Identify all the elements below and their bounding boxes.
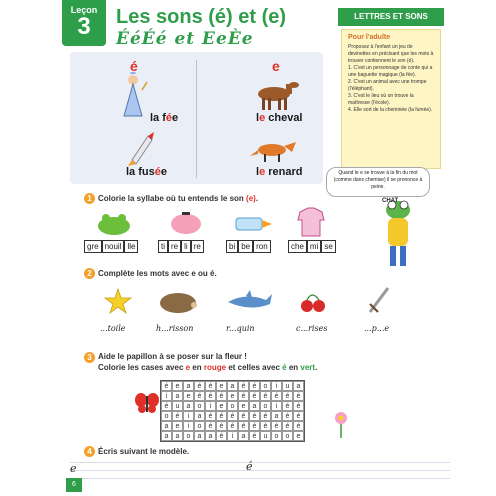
adult-note-text: Proposez à l'enfant un jeu de devinettes en précisant que les mots à trouver contiennent le son (é). 1. C'est un personnage de conte qui a une baguette magique (la fée). 2. C'est un animal avec une trompe (l'éléphant). 3. C'est le lieu où on trouve la maîtresse (l'école). 4. Elle sort de la cheminée (la fumée). xyxy=(348,44,434,113)
grid-cell[interactable]: i xyxy=(271,381,282,391)
grid-cell[interactable]: é xyxy=(205,391,216,401)
word-blank-etoile[interactable]: ...toile xyxy=(100,324,126,333)
lesson-badge xyxy=(62,0,106,46)
speech-bubble: Quand le e se trouve à la fin du mot (comme dans chemise) il se prononce à peine. xyxy=(326,167,430,197)
syllable-group-chemise xyxy=(288,240,336,253)
grid-cell[interactable]: e xyxy=(216,401,227,411)
letter-e-acute: é xyxy=(130,58,138,74)
grid-cell[interactable]: é xyxy=(194,391,205,401)
grid-cell[interactable]: o xyxy=(194,421,205,431)
letter-e: e xyxy=(272,58,280,74)
sword-icon xyxy=(366,284,392,316)
grid-cell[interactable]: é xyxy=(293,421,304,431)
butterfly-icon xyxy=(134,392,160,414)
lesson-number: 3 xyxy=(77,13,91,40)
grid-cell[interactable]: é xyxy=(205,411,216,421)
grid-cell[interactable]: é xyxy=(205,421,216,431)
grid-cell[interactable]: é xyxy=(271,391,282,401)
syllable-cell[interactable]: li xyxy=(181,240,191,253)
word-le-renard: le renard xyxy=(256,166,303,178)
grid-cell[interactable]: a xyxy=(161,431,172,441)
exercise-1-number: 1 xyxy=(84,193,95,204)
lesson-word: Leçon xyxy=(70,5,98,15)
grid-cell[interactable]: é xyxy=(249,411,260,421)
sidebar-header: LETTRES ET SONS xyxy=(338,8,444,26)
grid-cell[interactable]: a xyxy=(249,401,260,411)
exercise-3-instruction-2: Colorie les cases avec e en rouge et celles avec é en vert. xyxy=(98,363,318,372)
syllable-cell[interactable]: re xyxy=(191,240,204,253)
grid-cell[interactable]: o xyxy=(227,401,238,411)
hedgehog-icon xyxy=(156,288,200,314)
syllable-cell[interactable]: re xyxy=(168,240,181,253)
grid-cell[interactable]: é xyxy=(282,421,293,431)
grid-cell[interactable]: o xyxy=(260,381,271,391)
grid-cell[interactable]: e xyxy=(227,391,238,401)
grid-cell[interactable]: e xyxy=(172,421,183,431)
writing-line xyxy=(70,462,450,463)
grid-cell[interactable]: é xyxy=(282,411,293,421)
star-icon xyxy=(104,288,132,314)
syllable-cell[interactable]: lle xyxy=(124,240,138,253)
grid-cell[interactable]: i xyxy=(183,421,194,431)
shirt-icon xyxy=(294,206,328,238)
frog-picture-icon xyxy=(94,210,134,236)
grid-cell[interactable]: é xyxy=(238,381,249,391)
word-blank-herisson[interactable]: h...risson xyxy=(156,324,194,333)
grid-cell[interactable]: é xyxy=(293,391,304,401)
syllable-cell[interactable]: se xyxy=(321,240,335,253)
grid-cell[interactable]: a xyxy=(183,401,194,411)
grid-cell[interactable]: é xyxy=(249,381,260,391)
grid-cell[interactable]: i xyxy=(227,431,238,441)
cherries-icon xyxy=(298,288,328,314)
grid-cell[interactable]: o xyxy=(271,431,282,441)
shark-icon xyxy=(226,290,272,312)
grid-cell[interactable]: é xyxy=(293,401,304,411)
frog-character-icon xyxy=(378,198,418,272)
syllable-group-grenouille xyxy=(84,240,138,253)
syllable-cell[interactable]: gre xyxy=(84,240,102,253)
grid-cell[interactable]: é xyxy=(161,381,172,391)
grid-cell[interactable]: a xyxy=(194,431,205,441)
grid-cell[interactable]: a xyxy=(227,381,238,391)
grid-cell[interactable]: é xyxy=(227,411,238,421)
grid-cell[interactable]: u xyxy=(260,431,271,441)
grid-cell[interactable]: a xyxy=(205,431,216,441)
grid-cell[interactable]: é xyxy=(216,411,227,421)
exercise-3-instruction-1: Aide le papillon à se poser sur la fleur ! xyxy=(98,352,247,361)
rocket-icon xyxy=(126,130,154,166)
page-title-cursive: ÉéÉé et EeÈe xyxy=(116,29,254,49)
syllable-cell[interactable]: ron xyxy=(253,240,271,253)
grid-cell[interactable]: é xyxy=(238,391,249,401)
grid-cell[interactable]: a xyxy=(161,421,172,431)
exercise-3-number: 3 xyxy=(84,352,95,363)
grid-cell[interactable]: o xyxy=(161,411,172,421)
grid-cell[interactable]: é xyxy=(216,431,227,441)
panel-divider xyxy=(196,60,197,178)
exercise-2-number: 2 xyxy=(84,268,95,279)
word-blank-epee[interactable]: ...p...e xyxy=(364,324,390,333)
grid-cell[interactable]: e xyxy=(183,391,194,401)
exercise-4-number: 4 xyxy=(84,446,95,457)
grid-cell[interactable]: é xyxy=(205,381,216,391)
model-letter-e: e xyxy=(70,462,77,475)
flower-icon xyxy=(330,410,352,438)
syllable-cell[interactable]: be xyxy=(238,240,253,253)
exercise-4-instruction: Écris suivant le modèle. xyxy=(98,447,190,456)
grid-cell[interactable]: u xyxy=(282,381,293,391)
grid-cell[interactable]: é xyxy=(249,431,260,441)
grid-cell[interactable]: e xyxy=(216,381,227,391)
exercise-2-instruction: Complète les mots avec e ou é. xyxy=(98,269,217,278)
grid-cell[interactable]: a xyxy=(271,411,282,421)
grid-cell[interactable]: e xyxy=(238,401,249,411)
syllable-cell[interactable]: che xyxy=(288,240,307,253)
grid-cell[interactable]: e xyxy=(293,431,304,441)
horse-icon xyxy=(252,80,302,112)
grid-cell[interactable]: a xyxy=(172,431,183,441)
model-letter-e-acute: é xyxy=(246,460,253,473)
grid-cell[interactable]: i xyxy=(161,391,172,401)
grid-cell[interactable]: i xyxy=(205,401,216,411)
syllable-cell[interactable]: nouil xyxy=(102,240,125,253)
word-la-fee: la fée xyxy=(150,112,179,124)
syllable-cell[interactable]: mi xyxy=(307,240,321,253)
grid-cell[interactable]: é xyxy=(282,401,293,411)
grid-cell[interactable]: a xyxy=(172,391,183,401)
exercise-1-instruction: Colorie la syllabe où tu entends le son (e). xyxy=(98,194,259,203)
baby-bottle-icon xyxy=(234,212,274,234)
grid-cell[interactable]: a xyxy=(293,381,304,391)
grid-cell[interactable]: a xyxy=(238,431,249,441)
word-la-fusee: la fusée xyxy=(126,166,167,178)
grid-cell[interactable]: o xyxy=(282,431,293,441)
grid-cell[interactable]: é xyxy=(271,421,282,431)
page-title: Les sons (é) et (e) xyxy=(116,6,287,28)
grid-cell[interactable]: é xyxy=(161,401,172,411)
writing-line xyxy=(70,478,450,479)
page-number: 6 xyxy=(66,478,82,492)
grid-cell[interactable]: é xyxy=(260,411,271,421)
grid-cell[interactable]: i xyxy=(183,411,194,421)
grid-cell[interactable]: é xyxy=(249,421,260,431)
grid-cell[interactable]: o xyxy=(183,431,194,441)
letter-grid xyxy=(160,380,305,442)
adult-note-box xyxy=(341,29,441,169)
grid-cell[interactable]: é xyxy=(260,391,271,401)
word-blank-cerises[interactable]: c...rises xyxy=(296,324,328,333)
grid-cell[interactable]: a xyxy=(183,381,194,391)
grid-cell[interactable]: é xyxy=(238,411,249,421)
word-le-cheval: le cheval xyxy=(256,112,303,124)
grid-cell[interactable]: é xyxy=(216,421,227,431)
grid-cell[interactable]: o xyxy=(194,401,205,411)
grid-cell[interactable]: é xyxy=(238,421,249,431)
piggy-bank-icon xyxy=(168,208,204,236)
fox-icon xyxy=(250,136,300,164)
fairy-icon xyxy=(118,72,148,120)
syllable-group-tirelire xyxy=(158,240,204,253)
grid-cell[interactable]: é xyxy=(216,391,227,401)
grid-cell[interactable]: i xyxy=(271,401,282,411)
grid-cell[interactable]: é xyxy=(172,411,183,421)
grid-cell[interactable]: o xyxy=(260,401,271,411)
syllable-cell[interactable]: bi xyxy=(226,240,238,253)
grid-cell[interactable]: é xyxy=(194,381,205,391)
grid-cell[interactable]: é xyxy=(282,391,293,401)
grid-cell[interactable]: a xyxy=(194,411,205,421)
grid-cell[interactable]: e xyxy=(172,381,183,391)
writing-line xyxy=(70,470,450,471)
word-blank-requin[interactable]: r...quin xyxy=(226,324,255,333)
grid-cell[interactable]: é xyxy=(260,421,271,431)
adult-note-title: Pour l'adulte xyxy=(348,34,391,41)
syllable-group-biberon xyxy=(226,240,271,253)
frog-label: CHAT xyxy=(382,198,399,204)
syllable-cell[interactable]: ti xyxy=(158,240,168,253)
grid-cell[interactable]: é xyxy=(227,421,238,431)
grid-cell[interactable]: é xyxy=(249,391,260,401)
grid-cell[interactable]: u xyxy=(172,401,183,411)
grid-cell[interactable]: é xyxy=(293,411,304,421)
